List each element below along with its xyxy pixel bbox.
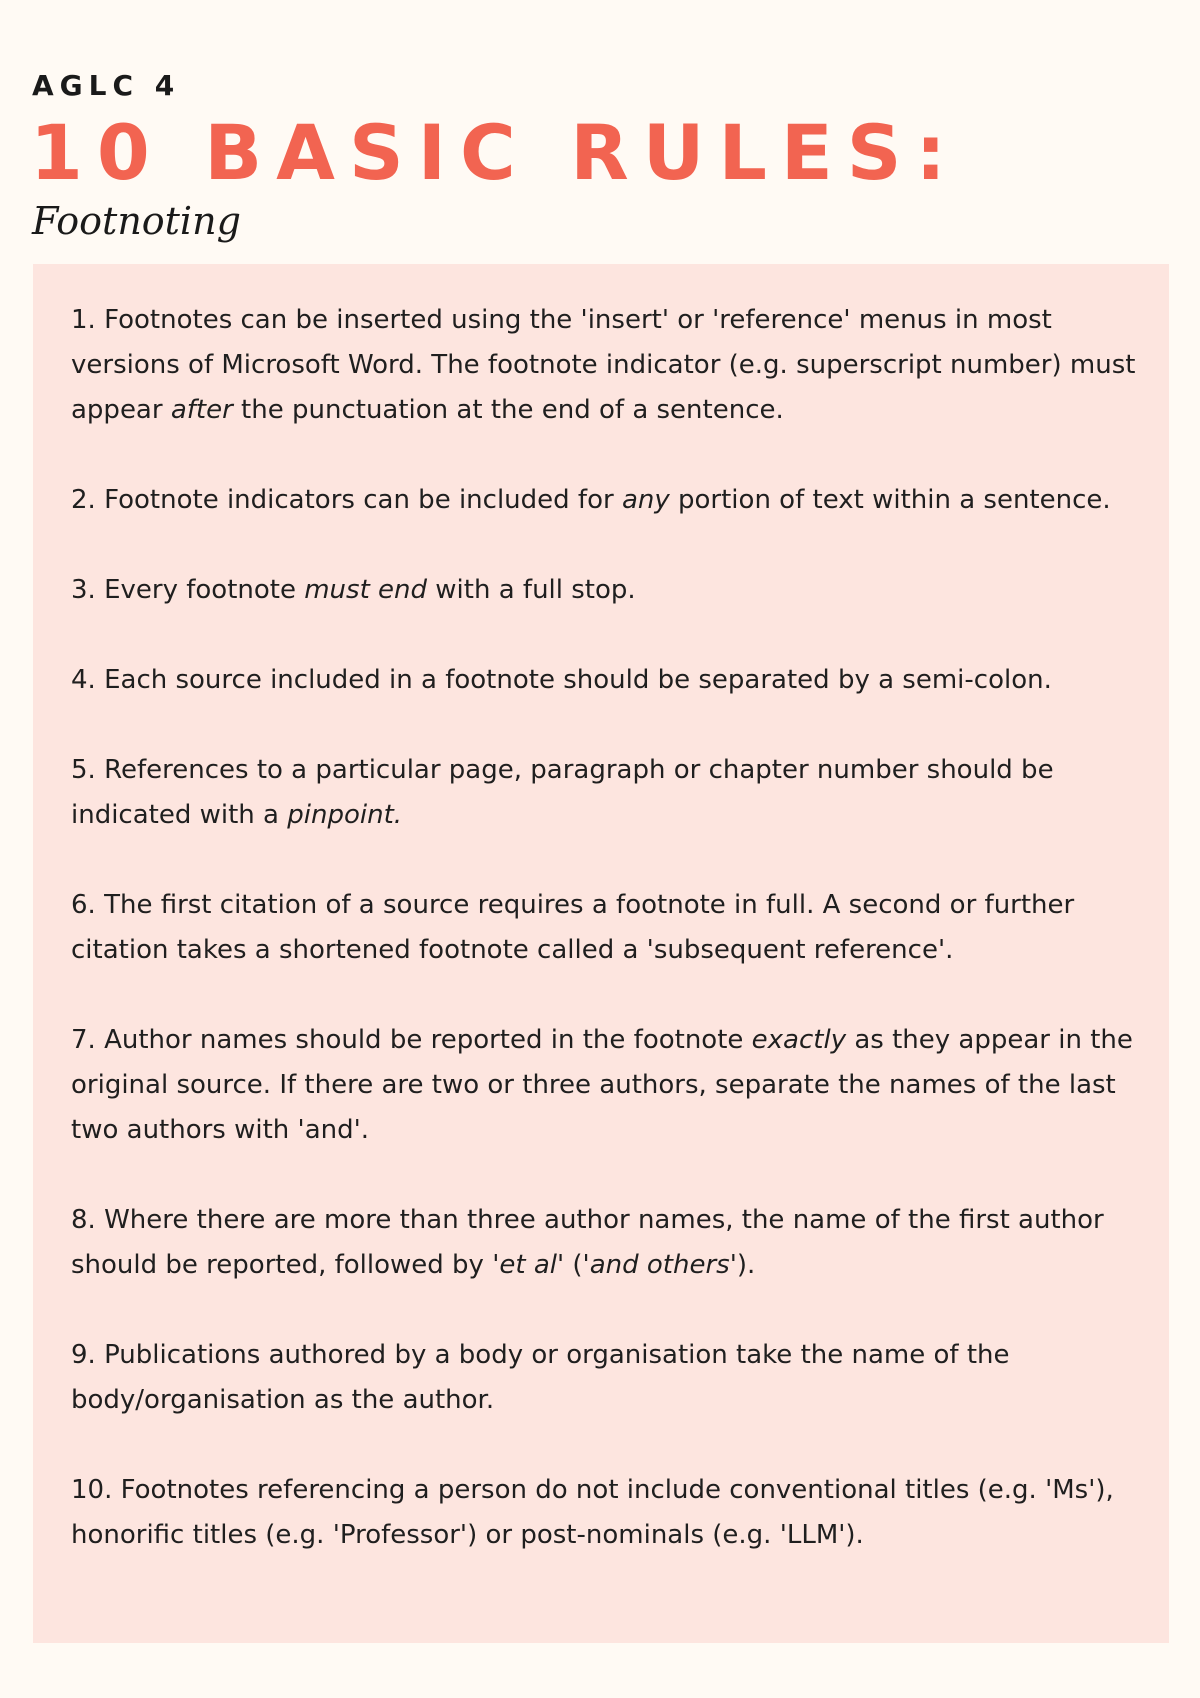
rule-number: 1. <box>71 305 96 335</box>
rule-item <box>71 658 1139 703</box>
rule-emphasis: after <box>170 395 233 425</box>
rule-number: 9. <box>71 1340 96 1370</box>
page-subtitle: Footnoting <box>32 199 241 243</box>
rule-text: Publications authored by a body or organisation take the name of the body/organisation as the author. <box>71 1340 1010 1415</box>
rule-item <box>71 1198 1139 1288</box>
rule-text: '). <box>729 1250 756 1280</box>
rule-emphasis: and others <box>589 1250 730 1280</box>
rule-number: 2. <box>71 485 96 515</box>
rule-number: 8. <box>71 1205 96 1235</box>
rule-number: 6. <box>71 890 96 920</box>
rule-item <box>71 1468 1139 1558</box>
rule-item <box>71 478 1139 523</box>
rule-emphasis: et al <box>499 1250 557 1280</box>
rule-text: the punctuation at the end of a sentence. <box>232 395 784 425</box>
rule-text: as they appear in the original source. If there are two or three authors, separate the names of the last two authors with 'and'. <box>71 1025 1133 1145</box>
rule-text: portion of text within a sentence. <box>669 485 1111 515</box>
rule-number: 7. <box>71 1025 96 1055</box>
rule-text: Author names should be reported in the footnote <box>104 1025 752 1055</box>
rule-text: Each source included in a footnote should be separated by a semi-colon. <box>104 665 1052 695</box>
eyebrow-label: AGLC 4 <box>32 69 181 102</box>
rule-text: References to a particular page, paragraph or chapter number should be indicated with a <box>71 755 1054 830</box>
rule-item <box>71 298 1139 433</box>
rule-number: 4. <box>71 665 96 695</box>
rule-item <box>71 1018 1139 1153</box>
rule-item <box>71 1333 1139 1423</box>
rule-emphasis: exactly <box>751 1025 847 1055</box>
rule-text: with a full stop. <box>427 575 636 605</box>
rule-text: Where there are more than three author names, the name of the first author should be reported, followed by ' <box>71 1205 1104 1280</box>
rule-text: Footnotes can be inserted using the 'insert' or 'reference' menus in most versions of Microsoft Word. The footnote indicator (e.g. superscript number) must appear <box>71 305 1136 425</box>
rules-panel <box>33 264 1169 1643</box>
rule-emphasis: any <box>621 485 670 515</box>
page-title: 10 BASIC RULES: <box>30 108 960 197</box>
rule-text: Every footnote <box>104 575 305 605</box>
rule-text: ' (' <box>556 1250 590 1280</box>
rule-item <box>71 883 1139 973</box>
rule-number: 10. <box>71 1475 113 1505</box>
rule-text: Footnotes referencing a person do not include conventional titles (e.g. 'Ms'), honorific titles (e.g. 'Professor') or post-nominals (e.g. 'LLM'). <box>71 1475 1114 1550</box>
rule-emphasis: pinpoint. <box>287 800 403 830</box>
rule-number: 5. <box>71 755 96 785</box>
rule-item <box>71 568 1139 613</box>
rule-number: 3. <box>71 575 96 605</box>
rule-text: The first citation of a source requires a footnote in full. A second or further citation takes a shortened footnote called a 'subsequent reference'. <box>71 890 1075 965</box>
rule-text: Footnote indicators can be included for <box>104 485 622 515</box>
rule-emphasis: must end <box>304 575 428 605</box>
rule-item <box>71 748 1139 838</box>
